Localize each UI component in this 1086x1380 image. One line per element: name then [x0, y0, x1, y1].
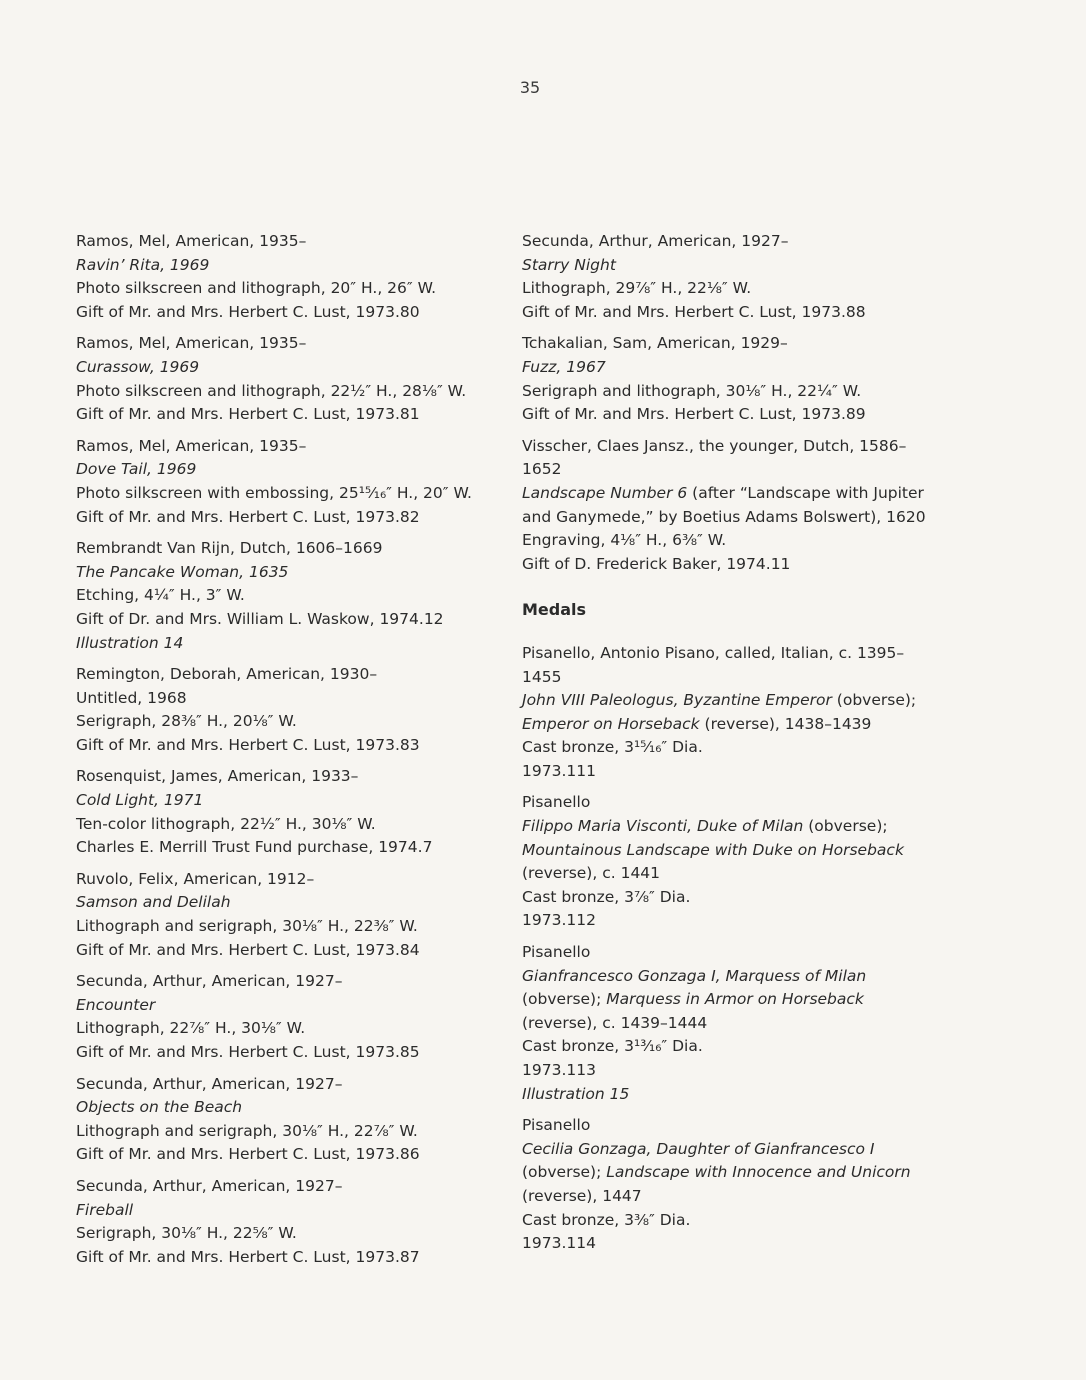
print-entry	[76, 230, 516, 324]
entry-text: Emperor on Horseback	[522, 714, 700, 733]
entry-line: Mountainous Landscape with Duke on Horseback	[522, 840, 904, 859]
entry-line: 1973.111	[522, 761, 596, 780]
print-entry	[76, 1073, 516, 1167]
entry-text: (obverse);	[831, 691, 917, 710]
entry-line: Encounter	[76, 995, 156, 1014]
entry-line: Fuzz, 1967	[522, 357, 606, 376]
entry-text: Marquess in Armor on Horseback	[606, 990, 864, 1009]
entry-line: (reverse), c. 1439–1444	[522, 1013, 708, 1032]
entry-line: Pisanello	[522, 943, 591, 962]
entry-text: (obverse);	[803, 817, 888, 836]
entry-line: Cast bronze, 3¹⁵⁄₁₆″ Dia.	[522, 738, 703, 757]
entry-text: John VIII Paleologus, Byzantine Emperor	[522, 691, 832, 710]
entry-text: (reverse), 1438–1439	[699, 714, 872, 733]
entry-line	[522, 815, 962, 839]
entry-line: Pisanello	[522, 793, 591, 812]
entry-line: Curassow, 1969	[76, 357, 200, 376]
print-entry	[522, 230, 962, 324]
entry-line	[522, 689, 962, 713]
entry-line: Serigraph, 30⅛″ H., 22⅝″ W.	[76, 1224, 297, 1243]
entry-line: Samson and Delilah	[76, 893, 231, 912]
entry-line: Cast bronze, 3⅜″ Dia.	[522, 1210, 691, 1229]
entry-line: Lithograph, 29⅞″ H., 22⅛″ W.	[522, 279, 752, 298]
entry-line: (reverse), c. 1441	[522, 864, 661, 883]
entry-line: Photo silkscreen and lithograph, 22½″ H., 28⅛″ W.	[76, 381, 467, 400]
left-column	[76, 230, 516, 1277]
entry-line: Secunda, Arthur, American, 1927–	[522, 232, 789, 250]
medal-entry	[522, 1114, 962, 1256]
entry-line: Tchakalian, Sam, American, 1929–	[522, 334, 788, 353]
entry-line: Illustration 14	[76, 633, 184, 652]
entry-line: 1455	[522, 667, 562, 686]
entry-line: Lithograph and serigraph, 30⅛″ H., 22⅜″ W.	[76, 917, 418, 936]
entry-line: Gift of Mr. and Mrs. Herbert C. Lust, 1973.80	[76, 302, 420, 321]
entry-line: Ruvolo, Felix, American, 1912–	[76, 869, 315, 888]
print-entry	[76, 970, 516, 1064]
entry-line: Gift of Mr. and Mrs. Herbert C. Lust, 1973.85	[76, 1043, 420, 1061]
entry-text: (obverse);	[522, 1163, 607, 1182]
right-column	[522, 230, 962, 1264]
entry-line: Lithograph and serigraph, 30⅛″ H., 22⅞″ W.	[76, 1121, 418, 1140]
entry-line	[522, 482, 962, 506]
entry-line: 1652	[522, 460, 562, 479]
print-entry	[76, 537, 516, 655]
entry-line: 1973.112	[522, 911, 596, 930]
print-entry	[76, 435, 516, 529]
entry-line: Gift of D. Frederick Baker, 1974.11	[522, 554, 791, 573]
entry-line: and Ganymede,” by Boetius Adams Bolswert), 1620	[522, 507, 926, 526]
entry-line: Gift of Mr. and Mrs. Herbert C. Lust, 1973.88	[522, 302, 866, 321]
print-entry	[76, 332, 516, 426]
print-entry	[76, 1175, 516, 1269]
entry-line: Rembrandt Van Rijn, Dutch, 1606–1669	[76, 539, 383, 558]
entry-line: Charles E. Merrill Trust Fund purchase, 1974.7	[76, 838, 433, 857]
entry-line: Gift of Dr. and Mrs. William L. Waskow, 1974.12	[76, 609, 444, 628]
medal-entry	[522, 941, 962, 1106]
entry-line: 1973.113	[522, 1061, 596, 1079]
entry-line: Remington, Deborah, American, 1930–	[76, 665, 378, 684]
entry-line: Secunda, Arthur, American, 1927–	[76, 1074, 343, 1093]
entry-line: Gift of Mr. and Mrs. Herbert C. Lust, 1973.84	[76, 940, 420, 959]
entry-line: Secunda, Arthur, American, 1927–	[76, 1176, 343, 1195]
entry-line: Gift of Mr. and Mrs. Herbert C. Lust, 1973.82	[76, 507, 420, 526]
entry-line: Gift of Mr. and Mrs. Herbert C. Lust, 1973.89	[522, 405, 866, 424]
entry-text: (obverse);	[522, 990, 607, 1009]
entry-line: Cold Light, 1971	[76, 791, 204, 810]
print-entry	[76, 868, 516, 962]
entry-line	[522, 1161, 962, 1185]
entry-line: Cast bronze, 3⅞″ Dia.	[522, 887, 691, 906]
print-entry	[76, 765, 516, 859]
entry-line: Cecilia Gonzaga, Daughter of Gianfrancesco I	[522, 1139, 875, 1158]
entry-line: Gift of Mr. and Mrs. Herbert C. Lust, 1973.86	[76, 1145, 420, 1164]
entry-line: Fireball	[76, 1200, 134, 1219]
entry-line: Gift of Mr. and Mrs. Herbert C. Lust, 1973.83	[76, 735, 420, 754]
medals-list	[522, 642, 962, 1256]
entry-line: (reverse), 1447	[522, 1186, 642, 1205]
entry-line: Lithograph, 22⅞″ H., 30⅛″ W.	[76, 1019, 306, 1038]
entry-text: (after “Landscape with Jupiter	[687, 483, 924, 502]
entry-text: Landscape Number 6	[522, 483, 688, 502]
entry-line: Pisanello, Antonio Pisano, called, Italian, c. 1395–	[522, 643, 905, 662]
entry-line: Gift of Mr. and Mrs. Herbert C. Lust, 1973.81	[76, 405, 420, 424]
entry-line: Ravin’ Rita, 1969	[76, 255, 210, 274]
medal-entry	[522, 791, 962, 933]
entry-line: Ramos, Mel, American, 1935–	[76, 232, 307, 250]
entry-line: Ramos, Mel, American, 1935–	[76, 436, 307, 455]
entry-line: Untitled, 1968	[76, 688, 187, 707]
entry-line: Serigraph and lithograph, 30⅛″ H., 22¼″ W.	[522, 381, 862, 400]
entry-line: Secunda, Arthur, American, 1927–	[76, 972, 343, 991]
entry-line: Rosenquist, James, American, 1933–	[76, 767, 359, 786]
entry-line: Photo silkscreen with embossing, 25¹⁵⁄₁₆″ H., 20″ W.	[76, 483, 472, 502]
entry-line: The Pancake Woman, 1635	[76, 562, 289, 581]
entry-line: Ramos, Mel, American, 1935–	[76, 334, 307, 353]
section-heading-medals: Medals	[522, 600, 587, 620]
print-entry	[522, 332, 962, 426]
entry-line: Starry Night	[522, 255, 616, 274]
entry-line: Serigraph, 28⅜″ H., 20⅛″ W.	[76, 712, 297, 731]
entry-line: 1973.114	[522, 1234, 596, 1253]
right-prints	[522, 230, 962, 576]
entry-line: Cast bronze, 3¹³⁄₁₆″ Dia.	[522, 1037, 703, 1056]
entry-line	[522, 988, 962, 1012]
entry-line: Photo silkscreen and lithograph, 20″ H., 26″ W.	[76, 279, 437, 298]
entry-line: Objects on the Beach	[76, 1098, 243, 1117]
entry-text: Filippo Maria Visconti, Duke of Milan	[522, 817, 804, 836]
entry-line	[522, 713, 962, 737]
entry-line: Gift of Mr. and Mrs. Herbert C. Lust, 1973.87	[76, 1247, 420, 1266]
entry-text: Landscape with Innocence and Unicorn	[606, 1163, 911, 1182]
medal-entry	[522, 642, 962, 784]
entry-line: Pisanello	[522, 1116, 591, 1135]
entry-line: Engraving, 4⅛″ H., 6⅜″ W.	[522, 531, 727, 550]
entry-line: Dove Tail, 1969	[76, 460, 197, 479]
print-entry	[522, 435, 962, 577]
print-entry	[76, 663, 516, 757]
entry-line: Gianfrancesco Gonzaga I, Marquess of Milan	[522, 966, 867, 985]
entry-line: Illustration 15	[522, 1084, 630, 1103]
entry-line: Etching, 4¼″ H., 3″ W.	[76, 586, 245, 605]
entry-line: Visscher, Claes Jansz., the younger, Dutch, 1586–	[522, 436, 907, 455]
entry-line: Ten-color lithograph, 22½″ H., 30⅛″ W.	[76, 814, 376, 833]
page-number: 35	[519, 78, 541, 97]
